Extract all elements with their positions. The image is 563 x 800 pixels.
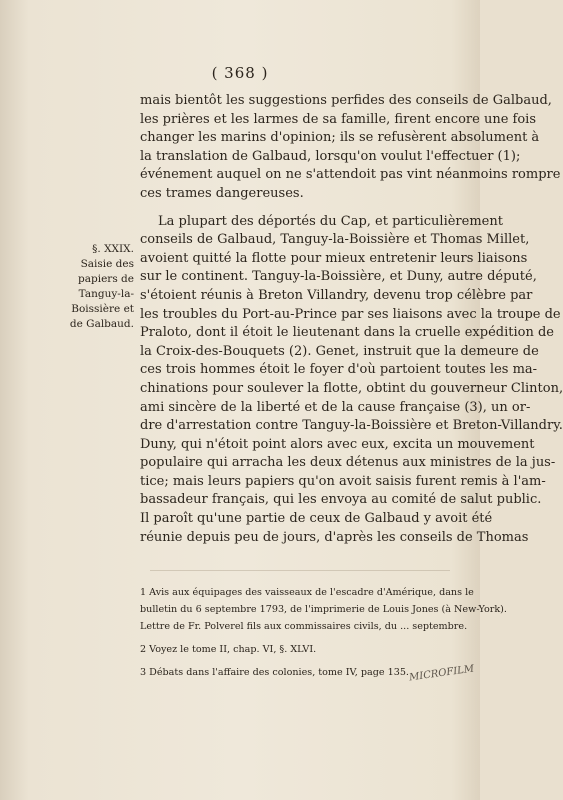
text-line: ces trames dangereuses. — [140, 185, 304, 201]
text-line: s'étoient réunis à Breton Villandry, devenu trop célèbre par — [140, 287, 533, 303]
text-line: changer les marins d'opinion; ils se refusèrent absolument à — [140, 130, 540, 146]
paragraph-1 — [140, 92, 561, 204]
text-line: la Croix-des-Bouquets (2). Genet, instruit que la demeure de — [140, 343, 539, 359]
paragraph-2 — [140, 213, 563, 548]
text-line: réunie depuis peu de jours, d'après les conseils de Thomas — [140, 529, 529, 545]
text-line: événement auquel on ne s'attendoit pas vint néanmoins rompre — [140, 167, 561, 183]
margin-note-line: §. XXIX. — [92, 243, 134, 255]
text-line: tice; mais leurs papiers qu'on avoit saisis furent remis à l'am- — [140, 473, 546, 489]
text-line: ces trois hommes étoit le foyer d'où partoient toutes les ma- — [140, 362, 538, 378]
text-line: Duny, qui n'étoit point alors avec eux, excita un mouvement — [140, 436, 535, 452]
margin-note-line: Saisie des — [80, 258, 134, 270]
footnote-line: bulletin du 6 septembre 1793, de l'imprimerie de Louis Jones (à New-York). — [140, 604, 507, 615]
footnote-line: Lettre de Fr. Polverel fils aux commissaires civils, du ... septembre. — [140, 621, 468, 632]
text-line: Praloto, dont il étoit le lieutenant dans la cruelle expédition de — [140, 325, 554, 341]
signature-mark: MICROFILM — [408, 663, 475, 684]
text-line: les prières et les larmes de sa famille, firent encore une fois — [140, 111, 536, 127]
text-line: les troubles du Port-au-Prince par ses liaisons avec la troupe de — [140, 306, 561, 322]
text-line: conseils de Galbaud, Tanguy-la-Boissière et Thomas Millet, — [140, 232, 530, 248]
footnote-line: 3 Débats dans l'affaire des colonies, tome IV, page 135. — [140, 667, 409, 678]
text-line: Il paroît qu'une partie de ceux de Galbaud y avoit été — [140, 511, 493, 527]
text-line: bassadeur français, qui les envoya au comité de salut public. — [140, 492, 542, 508]
paragraph-gap — [140, 204, 470, 213]
text-line: mais bientôt les suggestions perfides des conseils de Galbaud, — [140, 93, 552, 108]
page-number: ( 368 ) — [211, 64, 269, 82]
margin-note — [56, 242, 134, 332]
text-line: chinations pour soulever la flotte, obtint du gouverneur Clinton, — [140, 380, 563, 396]
margin-note-line: Boissière et — [71, 303, 134, 315]
text-line: sur le continent. Tanguy-la-Boissière, et Duny, autre député, — [140, 269, 537, 285]
footnotes — [140, 584, 507, 681]
footnote-line: 1 Avis aux équipages des vaisseaux de l'escadre d'Amérique, dans le — [140, 587, 474, 598]
text-line: populaire qui arracha les deux détenus aux ministres de la jus- — [140, 455, 556, 471]
footnote-line: 2 Voyez le tome II, chap. VI, §. XLVI. — [140, 644, 317, 655]
main-text — [140, 92, 563, 547]
text-line: ami sincère de la liberté et de la cause française (3), un or- — [140, 399, 531, 415]
text-line: la translation de Galbaud, lorsqu'on voulut l'effectuer (1); — [140, 148, 521, 164]
footnote-rule — [150, 570, 450, 571]
margin-note-line: Tanguy-la- — [78, 288, 134, 300]
text-line: La plupart des déportés du Cap, et particulièrement — [158, 213, 503, 229]
margin-note-line: papiers de — [78, 273, 134, 285]
margin-note-line: de Galbaud. — [69, 318, 134, 330]
text-line: dre d'arrestation contre Tanguy-la-Boissière et Breton-Villandry. — [140, 418, 563, 434]
text-line: avoient quitté la flotte pour mieux entretenir leurs liaisons — [140, 250, 528, 266]
